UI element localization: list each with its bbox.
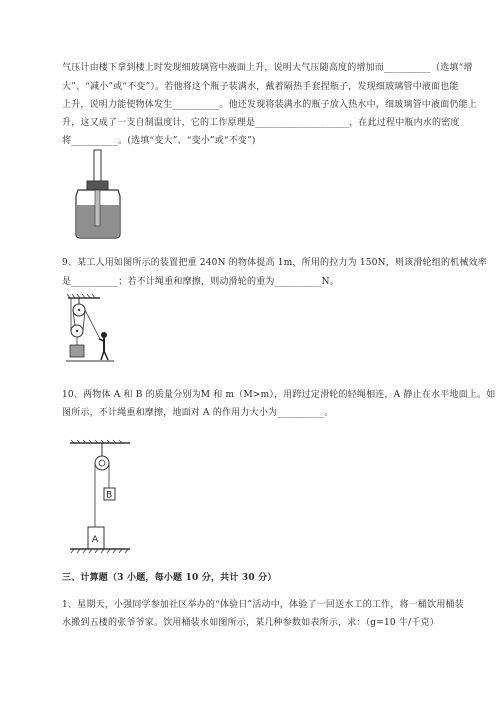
q10-line-1: 10、两物体 A 和 B 的质量分别为M 和 m（M>m），用跨过定滑轮的轻绳相连，A 静止在水平地面上。如 bbox=[62, 390, 496, 400]
q8-line-4: 升，这又成了一支自制温度计，它的工作原理是____________________，在此过程中瓶内水的密度 bbox=[62, 118, 460, 128]
q8-line-3: 上升，说明力能使物体发生__________。他还发现将装满水的瓶子放入热水中，细玻璃管中液面仍能上 bbox=[62, 100, 478, 110]
block-a-label: A bbox=[92, 535, 99, 545]
pulley-blocks-figure bbox=[70, 440, 132, 558]
block-b-label: B bbox=[106, 490, 113, 501]
q8-line-2: 大”、“减小”或“不变”）。若他将这个瓶子装满水，戴着隔热手套捏瓶子，发现细玻璃管中液面也能 bbox=[62, 82, 459, 92]
calc-q1-line-2: 水搬到五楼的张爷爷家。饮用桶装水如图所示，某几种参数如表所示，求：（g=10 牛/千克） bbox=[62, 618, 439, 628]
q8-line-1: 气压计由楼下拿到楼上时发现细玻璃管中液面上升，说明大气压随高度的增加而__________（选填“增 bbox=[62, 63, 473, 73]
q10-line-2: 图所示，不计绳重和摩擦，地面对 A 的作用力大小为__________。 bbox=[62, 408, 334, 418]
section-heading: 三、计算题（3 小题，每小题 10 分，共计 30 分） bbox=[62, 573, 277, 583]
q8-line-5: 将__________。(选填“变大”、“变小”或“不变”) bbox=[62, 136, 256, 146]
bottle-barometer-figure bbox=[70, 150, 126, 240]
pulley-worker-figure bbox=[66, 293, 116, 365]
calc-q1-line-1: 1、星期天，小强同学参加社区举办的“体验日”活动中，体验了一回送水工的工作，将一桶饮用桶装 bbox=[62, 600, 464, 610]
q9-line-1: 9、某工人用如图所示的装置把重 240N 的物体提高 1m，所用的拉力为 150N，则该滑轮组的机械效率 bbox=[62, 258, 487, 268]
q9-line-2: 是__________；若不计绳重和摩擦，则动滑轮的重为__________N。 bbox=[62, 277, 339, 287]
